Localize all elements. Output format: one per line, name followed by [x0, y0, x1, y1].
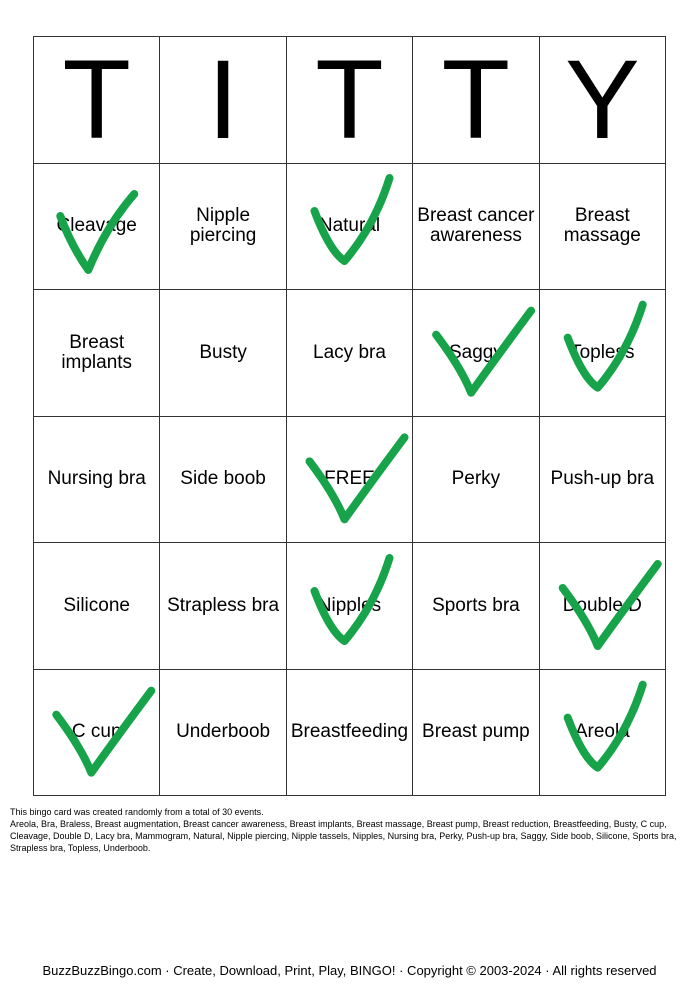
bingo-cell[interactable]: Cleavage: [34, 164, 160, 291]
card-info: [10, 806, 685, 854]
header-letter: T: [34, 37, 160, 164]
bingo-cell[interactable]: C cup: [34, 670, 160, 797]
card-info-events: Areola, Bra, Braless, Breast augmentation, Breast cancer awareness, Breast implants, Breast massage, Breast pump, Breast reduction, Breastfeeding, Busty, C cup, Cleavage, Double D, Lacy bra, Mammogram, Natural, Nipple piercing, Nipple tassels, Nipples, Nursing bra, Perky, Push-up bra, Saggy, Side boob, Silicone, Sports bra, Strapless bra, Topless, Underboob.: [10, 819, 677, 853]
header-letter: T: [413, 37, 539, 164]
bingo-cell[interactable]: Side boob: [160, 417, 286, 544]
bingo-cell[interactable]: Breastfeeding: [287, 670, 413, 797]
bingo-cell[interactable]: Nipples: [287, 543, 413, 670]
bingo-cell[interactable]: Breast massage: [540, 164, 666, 291]
bingo-cell[interactable]: Areola: [540, 670, 666, 797]
bingo-cell[interactable]: Sports bra: [413, 543, 539, 670]
bingo-cell[interactable]: Saggy: [413, 290, 539, 417]
bingo-cell[interactable]: Double D: [540, 543, 666, 670]
bingo-cell[interactable]: Busty: [160, 290, 286, 417]
bingo-cell[interactable]: Nipple piercing: [160, 164, 286, 291]
site-footer: BuzzBuzzBingo.com · Create, Download, Print, Play, BINGO! · Copyright © 2003-2024 · All rights reserved: [42, 963, 657, 978]
bingo-cell[interactable]: Strapless bra: [160, 543, 286, 670]
bingo-cell[interactable]: Topless: [540, 290, 666, 417]
bingo-cell[interactable]: Breast implants: [34, 290, 160, 417]
card-info-intro: This bingo card was created randomly from a total of 30 events.: [10, 807, 264, 817]
header-letter: T: [287, 37, 413, 164]
bingo-cell[interactable]: Silicone: [34, 543, 160, 670]
bingo-cell[interactable]: Underboob: [160, 670, 286, 797]
bingo-card: [33, 36, 666, 796]
bingo-cell[interactable]: Natural: [287, 164, 413, 291]
bingo-cell[interactable]: Push-up bra: [540, 417, 666, 544]
bingo-cell[interactable]: Breast pump: [413, 670, 539, 797]
header-letter: Y: [540, 37, 666, 164]
bingo-cell[interactable]: Lacy bra: [287, 290, 413, 417]
bingo-cell[interactable]: Breast cancer awareness: [413, 164, 539, 291]
header-letter: I: [160, 37, 286, 164]
bingo-cell[interactable]: Nursing bra: [34, 417, 160, 544]
free-space-cell[interactable]: FREE: [287, 417, 413, 544]
bingo-cell[interactable]: Perky: [413, 417, 539, 544]
